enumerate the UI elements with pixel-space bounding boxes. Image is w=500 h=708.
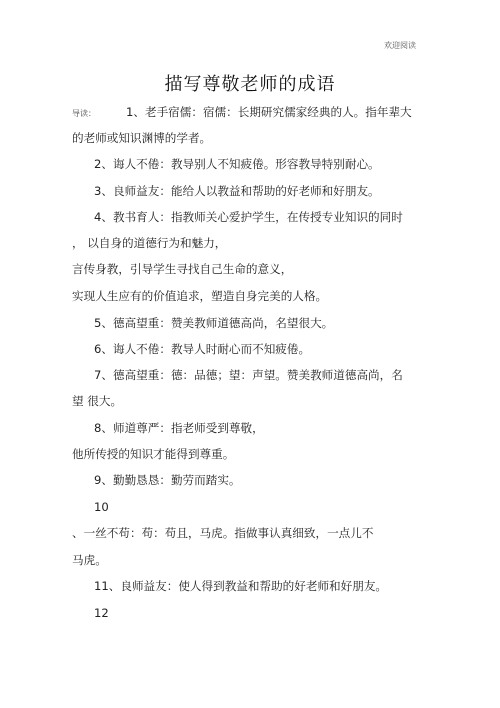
text-line: 3、良师益友：能给人以教益和帮助的好老师和好朋友。 xyxy=(94,184,380,198)
text-line: 11、良师益友：使人得到教益和帮助的好老师和好朋友。 xyxy=(94,579,388,593)
text-line: 他所传授的知识才能得到尊重。 xyxy=(72,447,235,461)
text-line: ， 以自身的道德行为和魅力， xyxy=(72,236,227,250)
text-line: 2、诲人不倦：教导别人不知疲倦。形容教导特别耐心。 xyxy=(94,157,380,171)
text-line: 12 xyxy=(94,606,109,620)
text-line: 言传身教，引导学生寻找自己生命的意义， xyxy=(72,262,293,276)
text-line: 马虎。 xyxy=(72,553,107,567)
text-line: 望 很大。 xyxy=(72,394,123,408)
page-title: 描写尊敬老师的成语 xyxy=(164,74,336,95)
text-line: 8、师道尊严：指老师受到尊敬， xyxy=(94,421,264,435)
text-line: 9、勤勤恳恳：勤劳而踏实。 xyxy=(94,473,241,487)
text-line: 实现人生应有的价值追求，塑造自身完美的人格。 xyxy=(72,289,328,303)
header-note: 欢迎阅读 xyxy=(384,41,416,50)
text-line: 10 xyxy=(94,500,109,514)
text-line: 6、诲人不倦：教导人时耐心而不知疲倦。 xyxy=(94,342,311,356)
text-line: 5、德高望重：赞美教师道德高尚，名望很大。 xyxy=(94,316,334,330)
text-line: 、一丝不苟：苟：苟且，马虎。指做事认真细致，一点儿不 xyxy=(72,526,374,540)
text-line: 的老师或知识渊博的学者。 xyxy=(72,131,212,145)
line-text: 1、老手宿儒：宿儒：长期研究儒家经典的人。指年辈大 xyxy=(126,105,412,119)
text-line: 4、教书育人：指教师关心爱护学生，在传授专业知识的同时 xyxy=(94,210,403,224)
text-line xyxy=(72,104,412,122)
text-line: 7、德高望重：德：品德；望：声望。赞美教师道德高尚，名 xyxy=(94,368,403,382)
intro-label: 导读： xyxy=(72,109,96,118)
